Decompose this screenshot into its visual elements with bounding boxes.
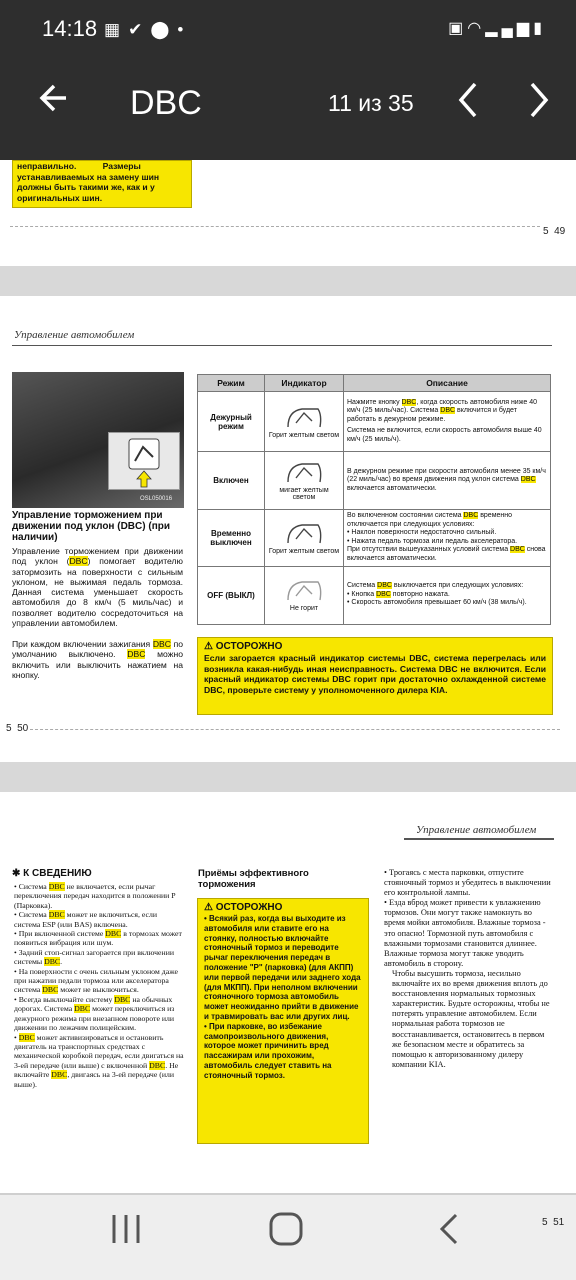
mode-cell: Дежурный режим: [198, 392, 265, 452]
system-nav-bar: [0, 1193, 576, 1280]
column-header: Описание: [344, 375, 551, 392]
back-icon[interactable]: [432, 1211, 468, 1252]
manual-page-49: [0, 160, 576, 266]
list-item: • Трогаясь с места парковки, отпустите стояночный тормоз и убедитесь в выключении его контрольной лампы.: [384, 868, 551, 898]
mode-cell: Временно выключен: [198, 510, 265, 567]
list-item-text: Чтобы высушить тормоза, несильно включайте их во время движения вплоть до восстановления нормальных тормозных характеристик. Будьте осторожны, чтобы не потерять управление автомобилем. Если нормальная работа тормозов не восстанавливается, остановитесь в первом же безопасном месте и обратитесь за помощью к авторизованному дилеру компании KIA.: [392, 968, 550, 1069]
info-item: • На поверхности с очень сильным уклоном даже при нажатии педали тормоза или акселератора система DBC может не выключиться.: [14, 966, 178, 995]
dbc-highlight: DBC: [463, 512, 479, 519]
info-list: [14, 882, 184, 1089]
recent-apps-icon[interactable]: [108, 1211, 144, 1252]
status-bar: [0, 0, 576, 58]
caution-text: Если загорается красный индикатор системы DBC, система перегрелась или возникла какая-нибудь иная неисправность. Система DBC не включится. Если красный индикатор системы DBC горит при достаточно охлажденной системе DBC, проверьте систему у уполномоченного дилера KIA.: [204, 653, 546, 695]
signal-icon: ▂▄▆: [485, 20, 534, 37]
page-number: 5 51: [542, 1217, 565, 1228]
list-item-text: Езда вброд может привести к увлажнению тормозов. Они могут также намокнуть во время мойки автомобиля. Влажные тормоза - это опасно! Тормозной путь автомобиля с влажными тормозами становится длиннее. Влажные тормоза могут также уводить автомобиль в сторону.: [384, 898, 546, 968]
indicator-cell: [265, 566, 344, 624]
warning-line: неправильно. Размеры: [17, 161, 141, 171]
dbc-highlight: DBC: [48, 910, 65, 920]
sim-icon: ▣: [448, 20, 468, 37]
warning-line: оригинальных шин.: [17, 192, 103, 203]
page-divider: [10, 226, 540, 227]
check-icon: ✔: [128, 20, 151, 39]
parking-caution-box: [197, 898, 369, 1144]
indicator-label: Не горит: [289, 605, 319, 613]
description-line: • Кнопка DBC повторно нажата.: [347, 590, 450, 598]
location-icon: ⬤: [150, 20, 178, 39]
home-icon[interactable]: [268, 1211, 304, 1252]
column-header: Индикатор: [265, 375, 344, 392]
warning-triangle-icon: ⚠: [204, 902, 213, 913]
status-left-icons: [104, 20, 191, 40]
dot-icon: •: [177, 20, 192, 39]
caution-item-text: Всякий раз, когда вы выходите из автомобиля или ставите его на стоянку, полностью включайте стояночный тормоз и переводите рычаг переключения передач в положение "P" (парковка) (для АКПП) или первой передачи или заднего хода (для МКПП). При неполном включении стояночного тормоза автомобиль может неожиданно прийти в движение и травмировать вас или других лиц.: [204, 914, 361, 1021]
dbc-indicator-icon: [282, 521, 326, 547]
indicator-label: Горит желтым светом: [268, 431, 340, 439]
page-number: 5 49: [543, 226, 566, 237]
dbc-default-text: При каждом включении зажигания DBC по умолчанию выключено. DBC можно включить или выключить нажатием на кнопку.: [12, 639, 183, 680]
dbc-highlight: DBC: [520, 476, 536, 484]
dbc-highlight: DBC: [51, 1070, 68, 1080]
description-cell: [344, 566, 551, 624]
description-line: Система не включится, если скорость автомобиля выше 40 км/ч (25 миль/ч).: [347, 427, 542, 443]
warning-line: должны быть такими же, как и у: [17, 182, 155, 192]
braking-list: [384, 868, 552, 1070]
page-edge: [0, 1193, 576, 1195]
page-number: 5 50: [6, 723, 29, 734]
caution-item: • Всякий раз, когда вы выходите из автомобиля или ставите его на стоянку, полностью включайте стояночный тормоз и переводите рычаг переключения передач в положение "P" (парковка) (для АКПП) или первой передачи или заднего хода (для МКПП). При неполном включении стояночного тормоза автомобиль может неожиданно прийти в движение и травмировать вас или других лиц.: [204, 914, 361, 1021]
dbc-button-photo: [12, 372, 184, 508]
info-title-text: К СВЕДЕНИЮ: [23, 868, 92, 879]
table-row: [198, 510, 551, 567]
dbc-highlight: DBC: [69, 556, 88, 567]
info-title: ✱ К СВЕДЕНИЮ: [12, 868, 92, 879]
info-item: • Система DBC может не включиться, если система ESP (или BAS) включена.: [14, 910, 158, 929]
dbc-indicator-icon: [282, 578, 326, 604]
description-line: Нажмите кнопку DBC, когда скорость автомобиля ниже 40 км/ч (25 миль/час). Система DBC включится и будет работать в дежурном режиме.: [347, 398, 538, 423]
description-line: • Нажата педаль тормоза или педаль акселератора.: [347, 537, 518, 545]
dbc-highlight: DBC: [127, 649, 146, 660]
status-time: 14:18: [42, 16, 98, 41]
info-item: • При включенной системе DBC в тормозах может появиться вибрация или шум.: [14, 929, 182, 948]
dbc-highlight: DBC: [401, 398, 417, 406]
description-cell: [344, 392, 551, 452]
dbc-highlight: DBC: [152, 639, 171, 649]
info-item-text: Система DBC может не включиться, если система ESP (или BAS) включена.: [14, 910, 158, 929]
dbc-highlight: DBC: [105, 929, 122, 939]
description-line: В дежурном режиме при скорости автомобиля менее 35 км/ч (22 миль/час) во время движения под уклон система DBC включается автоматически.: [347, 467, 546, 492]
calendar-icon: ▦: [104, 20, 129, 39]
header-line: [404, 838, 554, 840]
dbc-highlight: DBC: [149, 1060, 166, 1070]
indicator-cell: [265, 452, 344, 510]
back-arrow-icon[interactable]: [36, 80, 72, 121]
description-cell: [344, 452, 551, 510]
wifi-icon: ◠: [467, 20, 486, 37]
description-line: Во включенном состоянии система DBC временно отключается при следующих условиях:: [347, 512, 513, 528]
info-item-text: Задний стоп-сигнал загорается при включении системы DBC.: [14, 947, 175, 967]
dbc-highlight: DBC: [48, 882, 65, 891]
table-row: [198, 392, 551, 452]
caution-title: [198, 638, 552, 653]
dbc-highlight: DBC: [44, 957, 61, 967]
chevron-left-icon[interactable]: [455, 80, 481, 125]
page-divider: [30, 729, 560, 730]
list-item: • Езда вброд может привести к увлажнению тормозов. Они могут также намокнуть во время мойки автомобиля. Влажные тормоза - это опасно! Тормозной путь автомобиля с влажными тормозами становится длиннее. Влажные тормоза могут также уводить автомобиль в сторону.: [384, 898, 546, 968]
warning-triangle-icon: ⚠: [204, 641, 213, 652]
warning-line: устанавливаемых на замену шин: [17, 171, 160, 182]
description-line: Система DBC выключается при следующих условиях:: [347, 582, 524, 590]
indicator-cell: [265, 392, 344, 452]
column-header: Режим: [198, 375, 265, 392]
dbc-indicator-icon: [282, 405, 326, 431]
manual-page-51: [0, 792, 576, 1193]
mode-cell: OFF (ВЫКЛ): [198, 566, 265, 624]
info-item: • Система DBC не включается, если рычаг переключения передач находится в положении P (Парковка).: [14, 882, 176, 910]
caution-title-text: ОСТОРОЖНО: [215, 641, 283, 652]
dbc-highlight: DBC: [18, 1032, 35, 1042]
dbc-highlight: DBC: [74, 1004, 91, 1014]
indicator-label: Горит желтым светом: [268, 547, 340, 555]
info-item: • Задний стоп-сигнал загорается при включении системы DBC.: [14, 947, 175, 967]
battery-icon: ▮: [533, 20, 546, 37]
dbc-modes-table: [197, 374, 551, 625]
braking-title: Приёмы эффективного торможения: [198, 868, 309, 890]
page-header: Управление автомобилем: [416, 824, 537, 836]
caution-list: [198, 914, 368, 1081]
dbc-highlight: DBC: [114, 994, 131, 1004]
section-title: Управление торможением при движении под уклон (DBC) (при наличии): [12, 510, 170, 543]
status-right-icons: [448, 18, 546, 38]
dbc-highlight: DBC: [510, 546, 525, 554]
dbc-highlight: DBC: [376, 590, 391, 598]
header-line: [12, 345, 552, 346]
manual-page-50: [0, 296, 576, 762]
dbc-switch-icon: [109, 433, 179, 489]
chevron-right-icon[interactable]: [526, 80, 552, 125]
app-bar: [0, 58, 576, 160]
info-item-text: DBC может активизироваться и остановить двигатель на транспортных средствах с механической коробкой передач, если двигаться на 3-ей передаче (или выше) с включенной DBC. Не включайте DBC, двигаясь на 3-ей передаче (или выше).: [14, 1032, 184, 1089]
info-item: • Всегда выключайте систему DBC на обычных дорогах. Система DBC может переключиться из дежурного режима при внезапном повороте или движении по лежачим полицейским.: [14, 994, 175, 1033]
table-row: [198, 452, 551, 510]
dbc-intro-text: Управление торможением при движении под уклон (DBC) помогает водителю затормозить на поверхности с сильным уклоном, не выжимая педаль тормоза. Данная система уменьшает скорость автомобиля до 8 км/ч (5 миль/час) и позволяет водителю сосредоточиться на управлении автомобилем.: [12, 546, 183, 629]
photo-inset: [108, 432, 180, 490]
page-counter: 11 из 35: [328, 90, 414, 116]
description-cell: [344, 510, 551, 567]
table-header-row: [198, 375, 551, 392]
info-item-text: На поверхности с очень сильным уклоном даже при нажатии педали тормоза или акселератора система DBC может не выключиться.: [14, 966, 178, 995]
info-item-text: При включенной системе DBC в тормозах может появиться вибрация или шум.: [14, 929, 182, 948]
info-item: • DBC может активизироваться и остановить двигатель на транспортных средствах с механической коробкой передач, если двигаться на 3-ей передаче (или выше) с включенной DBC. Не включайте DBC, двигаясь на 3-ей передаче (или выше).: [14, 1032, 184, 1089]
dbc-indicator-icon: [282, 460, 326, 486]
caution-title-text: ОСТОРОЖНО: [215, 902, 283, 913]
info-item-text: Система DBC не включается, если рычаг переключения передач находится в положении P (Парковка).: [14, 882, 176, 910]
dbc-highlight: DBC: [42, 985, 59, 995]
app-title: DBC: [130, 84, 202, 122]
mode-cell: Включен: [198, 452, 265, 510]
page-header: Управление автомобилем: [14, 329, 135, 341]
list-item-text: Трогаясь с места парковки, отпустите стояночный тормоз и убедитесь в выключении его контрольной лампы.: [384, 868, 551, 898]
description-line: • Скорость автомобиля превышает 60 км/ч (38 миль/ч).: [347, 599, 527, 607]
caution-title: [198, 899, 368, 914]
dbc-highlight: DBC: [377, 582, 392, 590]
description-line: • Наклон поверхности недостаточно сильный.: [347, 529, 497, 537]
list-item: [384, 969, 552, 1070]
photo-code: OSL050016: [140, 496, 173, 502]
caution-item-text: При парковке, во избежание самопроизвольного движения, которое может причинить вред пассажирам или прохожим, автомобиль следует ставить на стояночный тормоз.: [204, 1021, 332, 1080]
indicator-cell: [265, 510, 344, 567]
table-row: [198, 566, 551, 624]
caution-box: [197, 637, 553, 715]
tire-warning-box: [12, 160, 192, 208]
indicator-label: мигает желтым светом: [279, 487, 329, 501]
info-item-text: Всегда выключайте систему DBC на обычных дорогах. Система DBC может переключиться из дежурного режима при внезапном повороте или движении по лежачим полицейским.: [14, 994, 175, 1033]
dbc-highlight: DBC: [440, 407, 456, 415]
description-line: При отсутствии вышеуказанных условий система DBC снова включается автоматически.: [347, 546, 546, 562]
caution-item: • При парковке, во избежание самопроизвольного движения, которое может причинить вред пассажирам или прохожим, автомобиль следует ставить на стояночный тормоз.: [204, 1021, 332, 1080]
